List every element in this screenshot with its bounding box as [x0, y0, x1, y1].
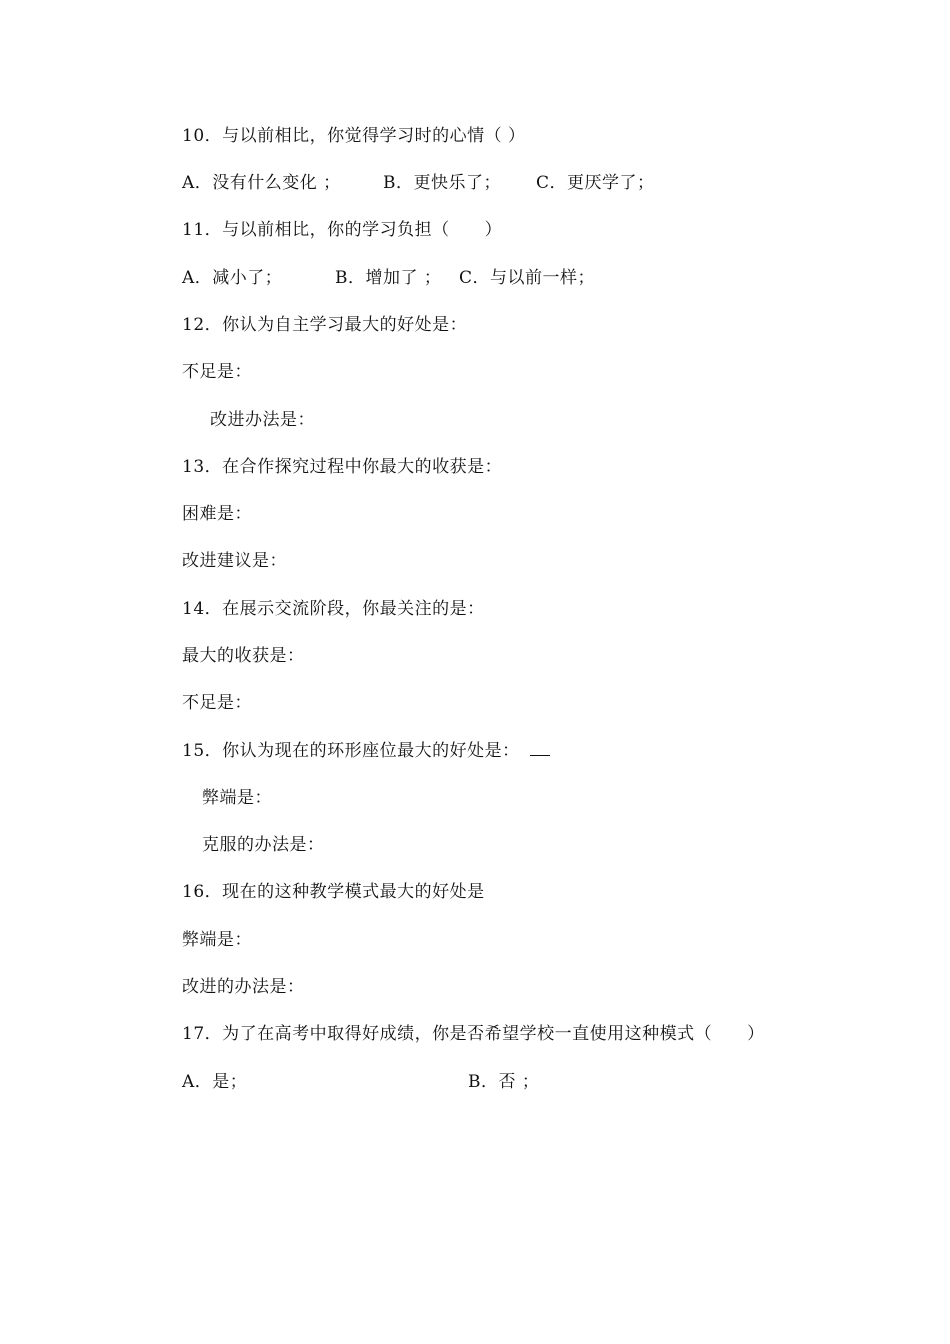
question-16-drawback: 弊端是： [182, 930, 252, 950]
question-14-gain: 最大的收获是： [182, 646, 305, 666]
question-10: 10．与以前相比，你觉得学习时的心情（ ） [182, 126, 526, 146]
question-17-option-b: B．否 ； [468, 1072, 540, 1092]
question-10-option-a: A．没有什么变化 ； [182, 173, 341, 193]
question-14: 14．在展示交流阶段，你最关注的是： [182, 599, 485, 619]
question-13-difficulty: 困难是： [182, 504, 252, 524]
question-11-options [182, 263, 782, 293]
question-12-shortcoming: 不足是： [182, 362, 252, 382]
question-10-options [182, 168, 782, 198]
question-10-option-b: B．更快乐了； [383, 173, 501, 193]
question-17-option-a: A．是； [182, 1072, 248, 1092]
question-17: 17．为了在高考中取得好成绩，你是否希望学校一直使用这种模式（ ） [182, 1024, 765, 1044]
question-15-line [182, 736, 550, 766]
question-11-option-b: B．增加了 ； [335, 268, 442, 288]
question-11-option-a: A．减小了； [182, 268, 283, 288]
answer-blank [530, 739, 550, 756]
question-15-drawback: 弊端是： [202, 788, 272, 808]
question-12: 12．你认为自主学习最大的好处是： [182, 315, 468, 335]
question-15-remedy: 克服的办法是： [202, 835, 325, 855]
question-11: 11．与以前相比，你的学习负担（ ） [182, 220, 503, 240]
question-16-remedy: 改进的办法是： [182, 977, 305, 997]
question-13: 13．在合作探究过程中你最大的收获是： [182, 457, 503, 477]
question-11-option-c: C．与以前一样； [459, 268, 596, 288]
question-15: 15．你认为现在的环形座位最大的好处是： [182, 741, 520, 761]
question-12-improvement: 改进办法是： [210, 410, 315, 430]
question-17-options [182, 1067, 782, 1097]
question-10-option-c: C．更厌学了； [536, 173, 655, 193]
question-14-shortcoming: 不足是： [182, 693, 252, 713]
question-16: 16．现在的这种教学模式最大的好处是 [182, 882, 485, 902]
question-13-suggestion: 改进建议是： [182, 551, 287, 571]
